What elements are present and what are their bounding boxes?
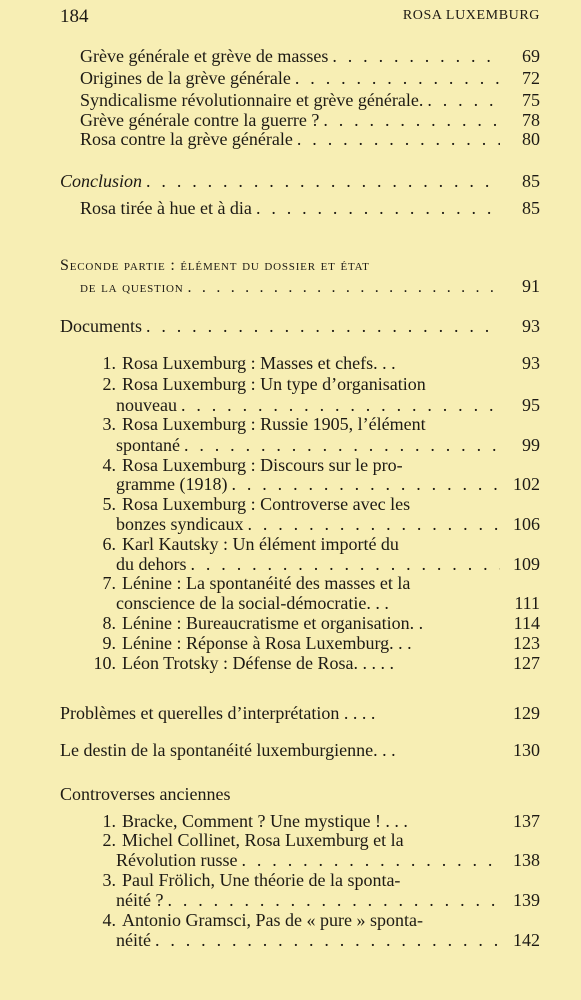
toc-entry[interactable]: 3. Rosa Luxemburg : Russie 1905, l’élément (102, 414, 426, 434)
page-number: 184 (60, 6, 89, 27)
toc-entry[interactable]: 6. Karl Kautsky : Un élément importé du (102, 534, 399, 554)
toc-entry[interactable]: Documents . . . 93 (60, 315, 540, 337)
toc-entry[interactable]: 5. Rosa Luxemburg : Controverse avec les (102, 494, 411, 514)
toc-entry-continuation[interactable]: nouveau . . . 95 (116, 394, 540, 416)
toc-entry[interactable]: Grève générale contre la guerre ? . . . 78 (80, 109, 540, 131)
toc-entry[interactable]: 10. Léon Trotsky : Défense de Rosa. . . . . 127 (93, 653, 540, 673)
toc-entry-conclusion[interactable]: Conclusion . . . 85 (60, 170, 540, 192)
toc-entry-continuation[interactable]: spontané . . . 99 (116, 434, 540, 456)
toc-entry-continuation[interactable]: Révolution russe . . . 138 (116, 849, 540, 871)
toc-entry[interactable]: 8. Lénine : Bureaucratisme et organisation. . 114 (102, 613, 540, 633)
toc-entry[interactable]: 9. Lénine : Réponse à Rosa Luxemburg. . . 123 (102, 633, 540, 653)
toc-entry[interactable]: 2. Michel Collinet, Rosa Luxemburg et la (102, 830, 404, 850)
toc-entry[interactable]: 7. Lénine : La spontanéité des masses et la (102, 573, 411, 593)
toc-entry[interactable]: 1. Bracke, Comment ? Une mystique ! . . . 137 (102, 811, 540, 831)
toc-entry[interactable]: 1. Rosa Luxemburg : Masses et chefs. . . 93 (102, 353, 540, 373)
toc-entry-continuation[interactable]: bonzes syndicaux . . . 106 (116, 513, 540, 535)
toc-entry[interactable]: Origines de la grève générale . . . 72 (80, 67, 540, 89)
toc-entry[interactable]: Rosa tirée à hue et à dia . . . 85 (80, 197, 540, 219)
toc-entry[interactable]: Problèmes et querelles d’interprétation . . . . 129 (60, 703, 540, 723)
toc-entry-continuation[interactable]: gramme (1918) . . . 102 (116, 473, 540, 495)
toc-entry[interactable]: 4. Antonio Gramsci, Pas de « pure » sponta- (102, 910, 423, 930)
toc-entry[interactable]: 3. Paul Frölich, Une théorie de la sponta- (102, 870, 401, 890)
toc-entry[interactable]: 2. Rosa Luxemburg : Un type d’organisation (102, 374, 426, 394)
running-head: ROSA LUXEMBURG (402, 8, 540, 23)
toc-entry[interactable]: de la question . . . 91 (80, 275, 540, 297)
toc-entry-continuation[interactable]: néité ? . . . 139 (116, 889, 540, 911)
toc-entry[interactable]: Le destin de la spontanéité luxemburgienne. . . 130 (60, 740, 540, 760)
toc-entry-continuation[interactable]: néité . . . 142 (116, 929, 540, 951)
toc-entry-continuation[interactable]: du dehors . . . 109 (116, 553, 540, 575)
toc-entry[interactable]: Controverses anciennes (60, 784, 231, 804)
toc-entry[interactable]: Syndicalisme révolutionnaire et grève générale. . . . 75 (80, 89, 540, 111)
toc-part-heading[interactable]: Seconde partie : élément du dossier et état (60, 257, 370, 274)
toc-entry[interactable]: Rosa contre la grève générale . . . 80 (80, 128, 540, 150)
toc-entry[interactable]: Grève générale et grève de masses . . . 69 (80, 45, 540, 67)
toc-entry-continuation[interactable]: conscience de la social-démocratie. . . 111 (116, 593, 540, 613)
toc-entry[interactable]: 4. Rosa Luxemburg : Discours sur le pro- (102, 455, 403, 475)
